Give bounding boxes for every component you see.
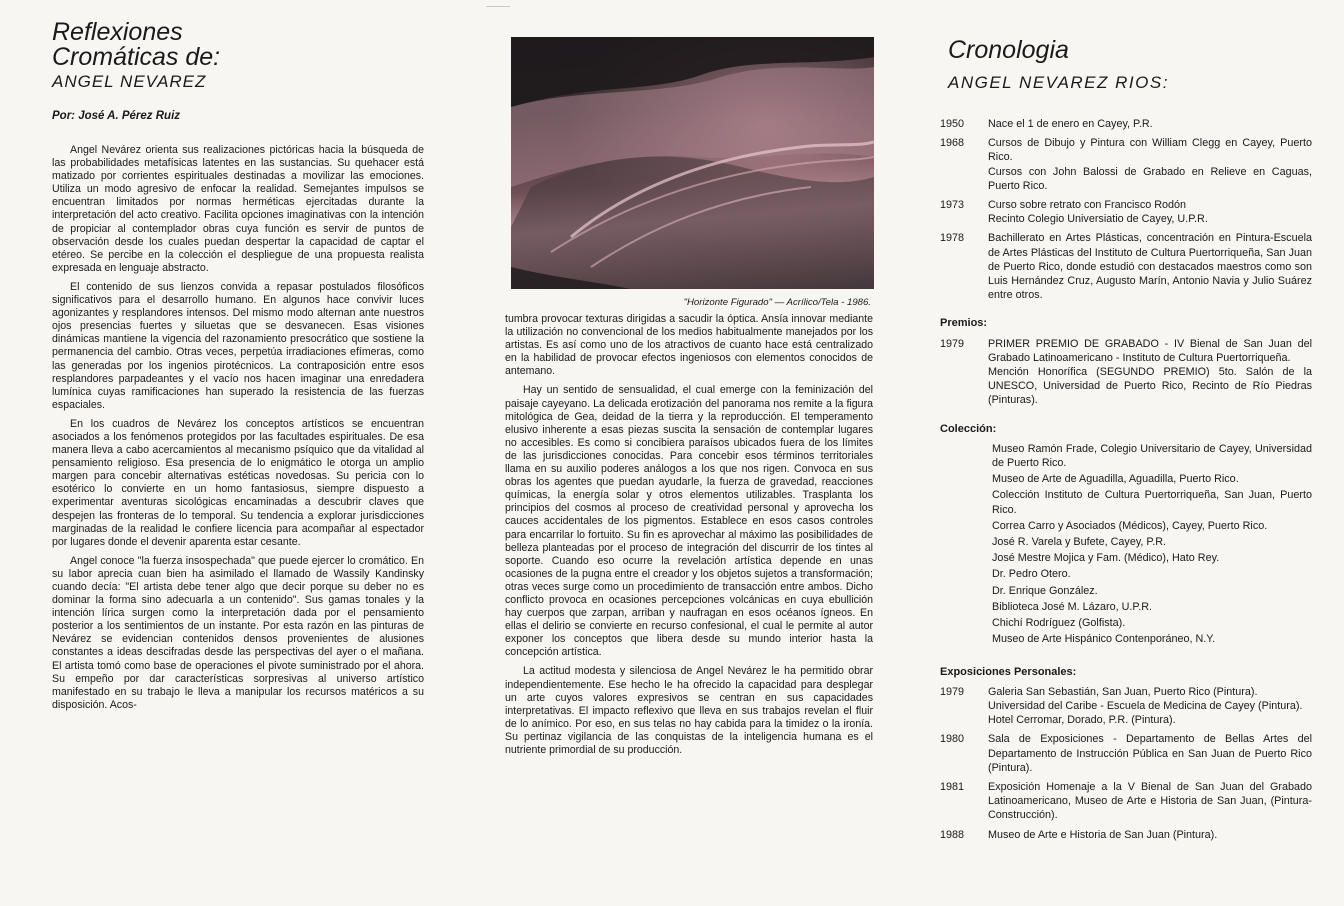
article-title-line2: Cromáticas de:: [52, 43, 221, 71]
entry-year: 1978: [940, 232, 965, 245]
chronology-entries: [940, 117, 1312, 842]
entry-year: 1980: [940, 733, 965, 746]
painting-illustration: [511, 37, 874, 289]
exposiciones-heading: Exposiciones Personales:: [940, 665, 1077, 678]
chronology-title: Cronologia: [948, 36, 1069, 64]
entry-text: Museo de Arte e Historia de San Juan (Pintura).: [988, 828, 1218, 841]
chronology-entry: [940, 198, 1312, 226]
article-body-col1: [52, 144, 424, 712]
entry-year: 1981: [940, 780, 965, 793]
entry-year: 1979: [940, 337, 965, 350]
exposicion-entry: [940, 780, 1312, 823]
exposicion-entry: [940, 828, 1312, 842]
entry-text: Mención Honorífica (SEGUNDO PREMIO) 5to. Salón de la UNESCO, Universidad de Puerto Rico, Recinto de Río Piedras (Pinturas).: [988, 366, 1312, 407]
entry-text: Nace el 1 de enero en Cayey, P.R.: [988, 118, 1153, 130]
entry-text: Bachillerato en Artes Plásticas, concentración en Pintura-Escuela de Artes Plásticas del Instituto de Cultura Puertorriqueña, San Juan de Puerto Rico, donde estudió con destacados maestros como son Luis Hernández Cruz, Augusto Marín, Antonio Navia y Julio Suárez entre otros.: [988, 232, 1312, 302]
article-subtitle: ANGEL NEVAREZ: [52, 72, 207, 91]
entry-text: Galeria San Sebastián, San Juan, Puerto Rico (Pintura).: [988, 685, 1258, 698]
coleccion-item: Museo de Arte de Aguadilla, Aguadilla, Puerto Rico.: [992, 473, 1239, 486]
coleccion-item: José Mestre Mojica y Fam. (Médico), Hato Rey.: [992, 552, 1220, 565]
entry-text: Sala de Exposiciones - Departamento de Bellas Artes del Departamento de Instrucción Pública en San Juan de Puerto Rico (Pintura).: [988, 733, 1312, 774]
paragraph: Angel Nevárez orienta sus realizaciones pictóricas hacia la búsqueda de las probabilidades metafísicas latentes en las sustancias. Su quehacer está matizado por corrientes espirituales destinadas a movilizar las emociones. Utiliza un modo agresivo de enfocar la realidad. Semejantes impulsos se encuentran limitados por normas herméticas ejercitadas durante la interpretación del acto creativo. Facilita opciones imaginativas con la intención de propiciar al contemplador obras cuya función es servir de puntos de observación desde los cuales puedan despertar la capacidad de captar el etéreo. Se percibe en la colección el despliegue de una propuesta realista expresada en lenguaje abstracto.: [52, 144, 424, 274]
coleccion-item: Colección Instituto de Cultura Puertorriqueña, San Juan, Puerto Rico.: [992, 489, 1312, 516]
entry-year: 1973: [940, 199, 965, 212]
exposicion-entry: [940, 685, 1312, 728]
entry-year: 1950: [940, 118, 965, 130]
coleccion-item: José R. Varela y Bufete, Cayey, P.R.: [992, 536, 1167, 549]
coleccion-heading: Colección:: [940, 422, 997, 435]
byline: Por: José A. Pérez Ruiz: [52, 110, 181, 122]
paragraph: La actitud modesta y silenciosa de Angel Nevárez le ha permitido obrar independientemente. Ese hecho le ha ofrecido la capacidad para desplegar un arte cuyos valores expresivos se centran en sus capacidades interpretativas. El impacto reflexivo que lleva en sus trabajos revelan el fluir de lo anímico. Por eso, en sus telas no hay cabida para la timidez o la ironía. Su pertinaz vigilancia de las conquistas de la inteligencia humana es el nutriente primordial de su producción.: [505, 665, 873, 756]
chronology-subtitle: ANGEL NEVAREZ RIOS:: [948, 73, 1169, 92]
chronology-column: [940, 0, 1312, 906]
article-title-line1: Reflexiones: [52, 18, 183, 46]
coleccion-item: Dr. Enrique González.: [992, 584, 1098, 597]
painting-caption: "Horizonte Figurado" — Acrílico/Tela - 1986.: [683, 297, 871, 308]
article-column-2: [505, 0, 873, 906]
entry-text: Recinto Colegio Universiatio de Cayey, U.P.R.: [988, 213, 1208, 226]
coleccion-item: Museo Ramón Frade, Colegio Universitario de Cayey, Universidad de Puerto Rico.: [992, 442, 1312, 470]
coleccion-item: Museo de Arte Hispánico Contenporáneo, N.Y.: [992, 633, 1216, 646]
coleccion-item: Chichí Rodríguez (Golfista).: [992, 617, 1126, 630]
chronology-entry: [940, 117, 1312, 131]
entry-text: Curso sobre retrato con Francisco Rodón: [988, 199, 1187, 212]
entry-text: Exposición Homenaje a la V Bienal de San Juan del Grabado Latinoamericano, Museo de Arte e Historia de San Juan, (Pintura-Construcción).: [988, 780, 1312, 822]
entry-text: Cursos de Dibujo y Pintura con William Clegg en Cayey, Puerto Rico.: [988, 137, 1312, 164]
chronology-entry: [940, 136, 1312, 193]
entry-text: Universidad del Caribe - Escuela de Medicina de Cayey (Pintura).: [988, 699, 1303, 712]
paragraph: El contenido de sus lienzos convida a repasar postulados filosóficos significativos para el desarrollo humano. En algunos hace convivir luces agonizantes y resplandores intensos. Del mismo modo alternan ante nuestros ojos presencias fuertes y siluetas que se desvanecen. Esas visiones dinámicas mantiene la vigencia del razonamiento presocrático que sostiene la permanencia del cambio. Otras veces, perpetúa irradiaciones efímeras, como las generadas por los ingenios pirotécnicos. La contraposición entre esos resplandores parpadeantes y el vacío nos hacen imaginar una enredadera lumínica cuyas ramificaciones han superado la resistencia de las fuerzas espaciales.: [52, 280, 424, 411]
article-column-1: [52, 0, 424, 906]
exposicion-entry: [940, 732, 1312, 775]
paragraph: tumbra provocar texturas dirigidas a sacudir la óptica. Ansía innovar mediante la utilización no convencional de los medios habitualmente manejados por los artistas. Es así como uno de los atractivos de cuanto hace está centralizado en la habilidad de provocar efectos ingeniosos con elementos conocidos de antemano.: [505, 313, 873, 378]
entry-text: PRIMER PREMIO DE GRABADO - IV Bienal de San Juan del Grabado Latinoamericano - Instituto de Cultura Puertorriqueña.: [988, 337, 1312, 364]
painting-image: [511, 37, 874, 289]
paragraph: Hay un sentido de sensualidad, el cual emerge con la feminización del paisaje cayeyano. La delicada erotización del panorama nos remite a la figura mitológica de Gea, deidad de la tierra y la reproducción. El temperamento elusivo inherente a esas piezas suscita la sensación de contemplar lugares no accesibles. Es como si concibiera paraísos ubicados fuera de los límites de las jurisdicciones conocidas. Para concebir esos términos territoriales llama en su auxilio poderes análogos a los que nos rigen. Convoca en sus obras los agentes que puedan ayudarle, la fuerza de gravedad, reacciones químicas, la energía solar y otros elementos utilizables. Trasplanta los principios del cosmos al proceso de creatividad personal y aprovecha los cauces accidentales de los pigmentos. Establece en esos casos controles para encarrilar lo fortuito. Su fin es aprovechar al máximo las posibilidades de belleza planteadas por el proceso de integración del discurrir de los tintes al soporte. Cuando eso ocurre la revelación artística depende en unas ocasiones de la pugna entre el creador y los objetos sujetos a transformación; otras veces surge como un procedimiento de transacción entre ambos. Dicho conflicto provoca en ocasiones percepciones volcánicas en cuya ebullición hay cuerpos que zarpan, arriban y naufragan en esos océanos ígneos. En ellas el delirio se convierte en recurso confesional, el cual le permite al autor exponer los conceptos que libera desde su mundo interior hasta la concepción artística.: [505, 384, 873, 659]
chronology-entry: [940, 231, 1312, 302]
coleccion-item: Biblioteca José M. Lázaro, U.P.R.: [992, 600, 1153, 613]
entry-year: 1979: [940, 685, 965, 698]
premio-entry: [940, 337, 1312, 408]
entry-text: Hotel Cerromar, Dorado, P.R. (Pintura).: [988, 714, 1176, 727]
paragraph: Angel conoce "la fuerza insospechada" que puede ejercer lo cromático. En su labor aprecia cuan bien ha asimilado el llamado de Wassily Kandinsky cuando decía: "El artista debe tener algo que decir porque su deber no es dominar la forma sino adecuarla a un contenido". Sus gamas tonales y la intención lírica surgen como la interpretación dada por el pensamiento posterior a los sentimientos de un instante. Por esta razón en las pinturas de Nevárez se evidencian contenidos densos provenientes de alusiones constantes a ideas descifradas desde las perspectivas del ayer o el mañana. El artista tomó como base de operaciones el pivote suministrado por el ahora. Su empeño por dar características sorpresivas al universo artístico manifestado en su trabajo le lleva a manipular los recursos matéricos a su disposición. Acos-: [52, 554, 424, 711]
entry-year: 1988: [940, 828, 965, 841]
article-body-col2: [505, 313, 873, 757]
entry-year: 1968: [940, 137, 965, 150]
premios-heading: Premios:: [940, 317, 988, 330]
coleccion-item: Correa Carro y Asociados (Médicos), Cayey, Puerto Rico.: [992, 519, 1268, 532]
coleccion-item: Dr. Pedro Otero.: [992, 568, 1071, 581]
paragraph: En los cuadros de Nevárez los conceptos artísticos se encuentran asociados a los fenómenos protegidos por las facultades espirituales. De esa manera lleva a cabo acercamientos al mecanismo psíquico que da vitalidad al pensamiento religioso. Esa presencia de lo enigmático le otorga un amplio margen para concebir alternativas estéticas novedosas. Su pericia con lo esotérico lo convierte en un homo fantasiosus, siempre dispuesto a experimentar aventuras sicológicas encaminadas a descubrir claves que despejen las fronteras de lo temporal. Su tendencia a explorar jurisdicciones marginadas de la realidad le confiere licencia para acompañar al espectador por lugares donde el devenir aparenta estar cesante.: [52, 417, 424, 548]
entry-text: Cursos con John Balossi de Grabado en Relieve en Caguas, Puerto Rico.: [988, 165, 1312, 192]
